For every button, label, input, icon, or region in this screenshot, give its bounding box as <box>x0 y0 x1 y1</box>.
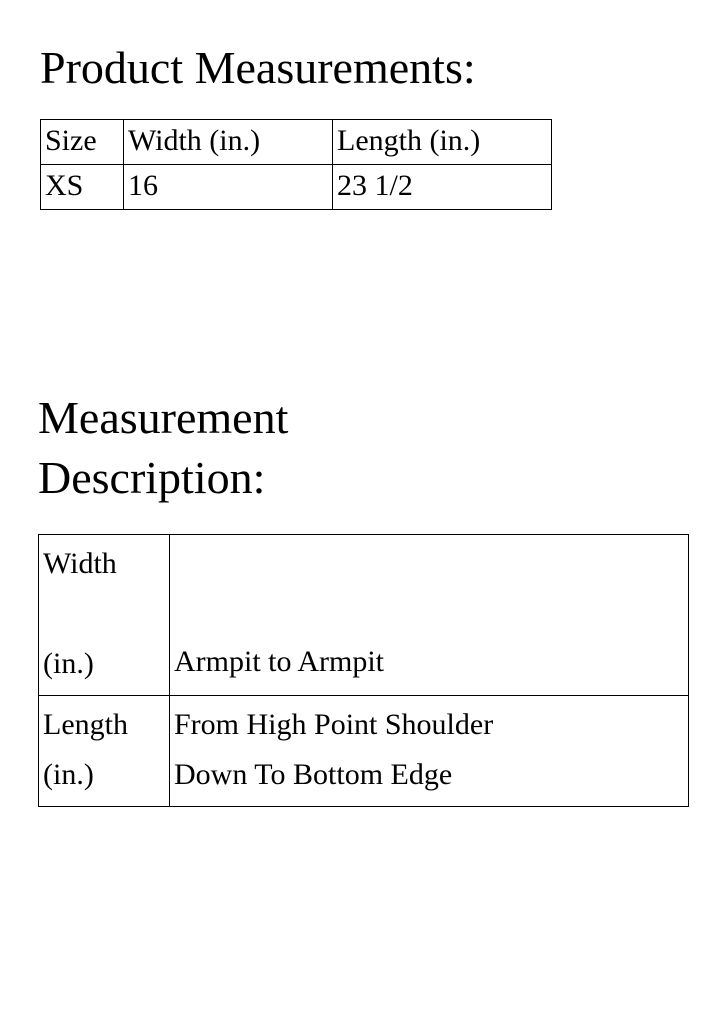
table-header-size: Size <box>41 120 124 165</box>
value-length-line-1: From High Point Shoulder <box>174 708 494 741</box>
label-width-line-1: Width <box>43 547 117 580</box>
cell-value-width: Armpit to Armpit <box>170 535 689 696</box>
page-title-measurement-description <box>38 388 678 508</box>
table-row <box>41 165 552 210</box>
table-row <box>39 696 689 807</box>
cell-size: XS <box>41 165 124 210</box>
cell-label-length <box>39 696 170 807</box>
table-row <box>39 535 689 696</box>
table-header-length: Length (in.) <box>333 120 552 165</box>
cell-label-width <box>39 535 170 696</box>
heading-line-1: Measurement <box>38 392 289 443</box>
product-measurements-table <box>40 119 552 210</box>
label-length-line-1: Length <box>43 708 128 741</box>
cell-length: 23 1/2 <box>333 165 552 210</box>
heading-line-2: Description: <box>38 452 266 503</box>
table-header-row <box>41 120 552 165</box>
label-length-line-2: (in.) <box>43 758 94 791</box>
page-title-product-measurements: Product Measurements: <box>40 42 476 93</box>
table-header-width: Width (in.) <box>124 120 333 165</box>
cell-width: 16 <box>124 165 333 210</box>
value-length-line-2: Down To Bottom Edge <box>174 758 453 791</box>
measurement-description-table <box>38 534 689 807</box>
label-width-line-2: (in.) <box>43 647 94 680</box>
cell-value-length <box>170 696 689 807</box>
